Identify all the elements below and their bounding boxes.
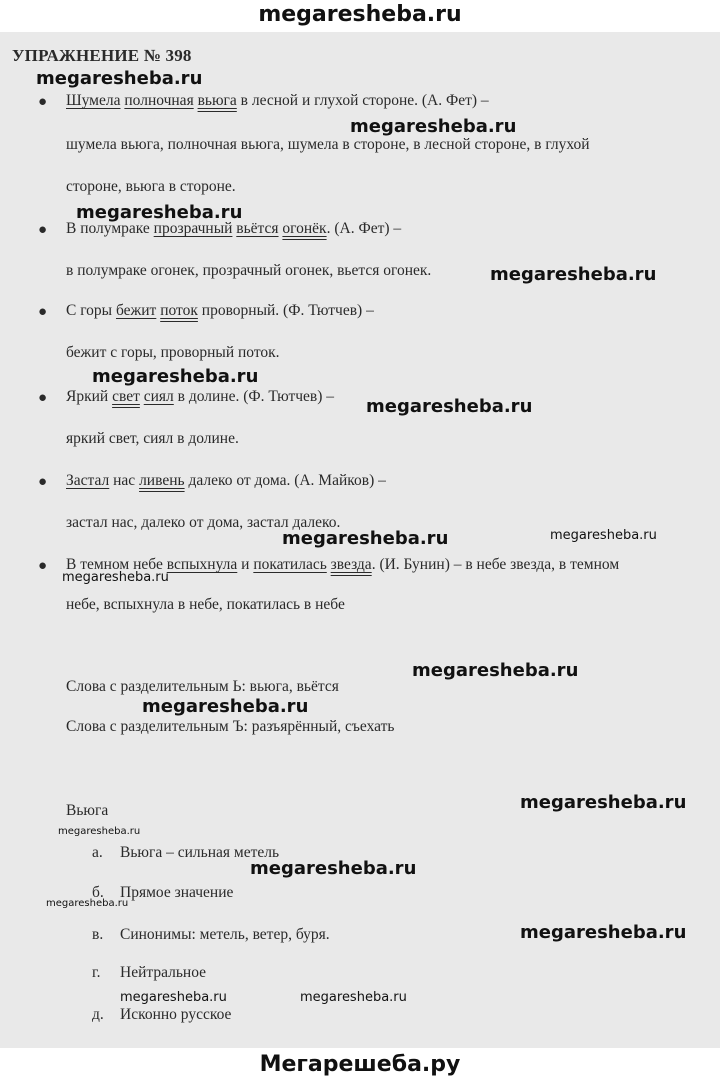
watermark: megaresheba.ru [350,116,517,137]
bullet: ● [38,474,48,490]
analysis-label: в. [92,926,104,943]
exercise-page [0,32,720,1048]
predicate-word: сиял [143,388,174,405]
answer-3: бежит с горы, проворный поток. [66,344,280,361]
attribute-word: прозрачный [153,220,233,237]
subject-word: свет [112,388,140,405]
attribute-word: полночная [124,92,194,109]
watermark: megaresheba.ru [142,696,309,717]
bullet: ● [38,390,48,406]
subject-word: вьюга [197,92,237,109]
analysis-item: Нейтральное [120,964,207,981]
answer-1-line-2: стороне, вьюга в стороне. [66,178,236,195]
bullet: ● [38,304,48,320]
sentence-text: . (И. Бунин) – в небе звезда, в темном [371,556,620,573]
site-header: megaresheba.ru [0,0,720,32]
watermark: megaresheba.ru [46,898,129,909]
answer-1-line-1: шумела вьюга, полночная вьюга, шумела в стороне, в лесной стороне, в глухой [66,136,590,153]
subject-word: ливень [139,472,185,489]
subject-word: звезда [330,556,372,573]
sentence-text: проворный. (Ф. Тютчев) – [197,302,374,319]
sentence-text: . (А. Фет) – [326,220,402,237]
watermark: megaresheba.ru [366,396,533,417]
sentence-5 [66,472,386,490]
bullet: ● [38,94,48,110]
analysis-item: Вьюга – сильная метель [120,844,280,861]
sentence-text: В полумраке [66,220,154,237]
analysis-label: г. [92,964,101,981]
watermark: megaresheba.ru [92,366,259,387]
analysis-label: д. [92,1006,104,1023]
sentence-3 [66,302,374,320]
bullet: ● [38,558,48,574]
sentence-text: и [237,556,254,573]
predicate-word: вьётся [236,220,279,237]
subject-word: огонёк [282,220,327,237]
bullet: ● [38,222,48,238]
watermark: megaresheba.ru [36,68,203,89]
sentence-text: далеко от дома. (А. Майков) – [184,472,386,489]
watermark: megaresheba.ru [58,826,141,837]
watermark: megaresheba.ru [250,858,417,879]
watermark: megaresheba.ru [300,990,407,1005]
sentence-text: С горы [66,302,116,319]
sentence-text: Яркий [66,388,113,405]
site-footer: Мегарешеба.ру [0,1048,720,1082]
sentence-1 [66,92,489,110]
analysis-item: Прямое значение [120,884,234,901]
hard-sign-words: Слова с разделительным Ъ: разъярённый, съехать [66,718,395,735]
sentence-4 [66,388,334,406]
answer-4: яркий свет, сиял в долине. [66,430,239,447]
predicate-word: Шумела [66,92,121,109]
soft-sign-words: Слова с разделительным Ь: вьюга, вьётся [66,678,339,695]
predicate-word: покатилась [253,556,327,573]
predicate-word: вспыхнула [166,556,238,573]
watermark: megaresheba.ru [412,660,579,681]
watermark: megaresheba.ru [76,202,243,223]
answer-5: застал нас, далеко от дома, застал далеко. [66,514,341,531]
analysis-item: Исконно русское [120,1006,232,1023]
watermark: megaresheba.ru [62,570,169,585]
answer-6: небе, вспыхнула в небе, покатилась в небе [66,596,345,613]
watermark: megaresheba.ru [282,528,449,549]
exercise-title: УПРАЖНЕНИЕ № 398 [12,46,192,65]
predicate-word: бежит [115,302,157,319]
analysis-word: Вьюга [66,802,109,819]
watermark: megaresheba.ru [120,990,227,1005]
sentence-text: нас [109,472,140,489]
answer-2: в полумраке огонек, прозрачный огонек, вьется огонек. [66,262,432,279]
analysis-item: Синонимы: метель, ветер, буря. [120,926,330,943]
watermark: megaresheba.ru [520,792,687,813]
predicate-word: Застал [66,472,110,489]
watermark: megaresheba.ru [520,922,687,943]
sentence-text: в лесной и глухой стороне. (А. Фет) – [236,92,489,109]
sentence-text: В темном небе [66,556,167,573]
analysis-label: б. [92,884,104,901]
watermark: megaresheba.ru [550,528,657,543]
watermark: megaresheba.ru [490,264,657,285]
subject-word: поток [160,302,198,319]
analysis-label: а. [92,844,103,861]
sentence-text: в долине. (Ф. Тютчев) – [173,388,335,405]
